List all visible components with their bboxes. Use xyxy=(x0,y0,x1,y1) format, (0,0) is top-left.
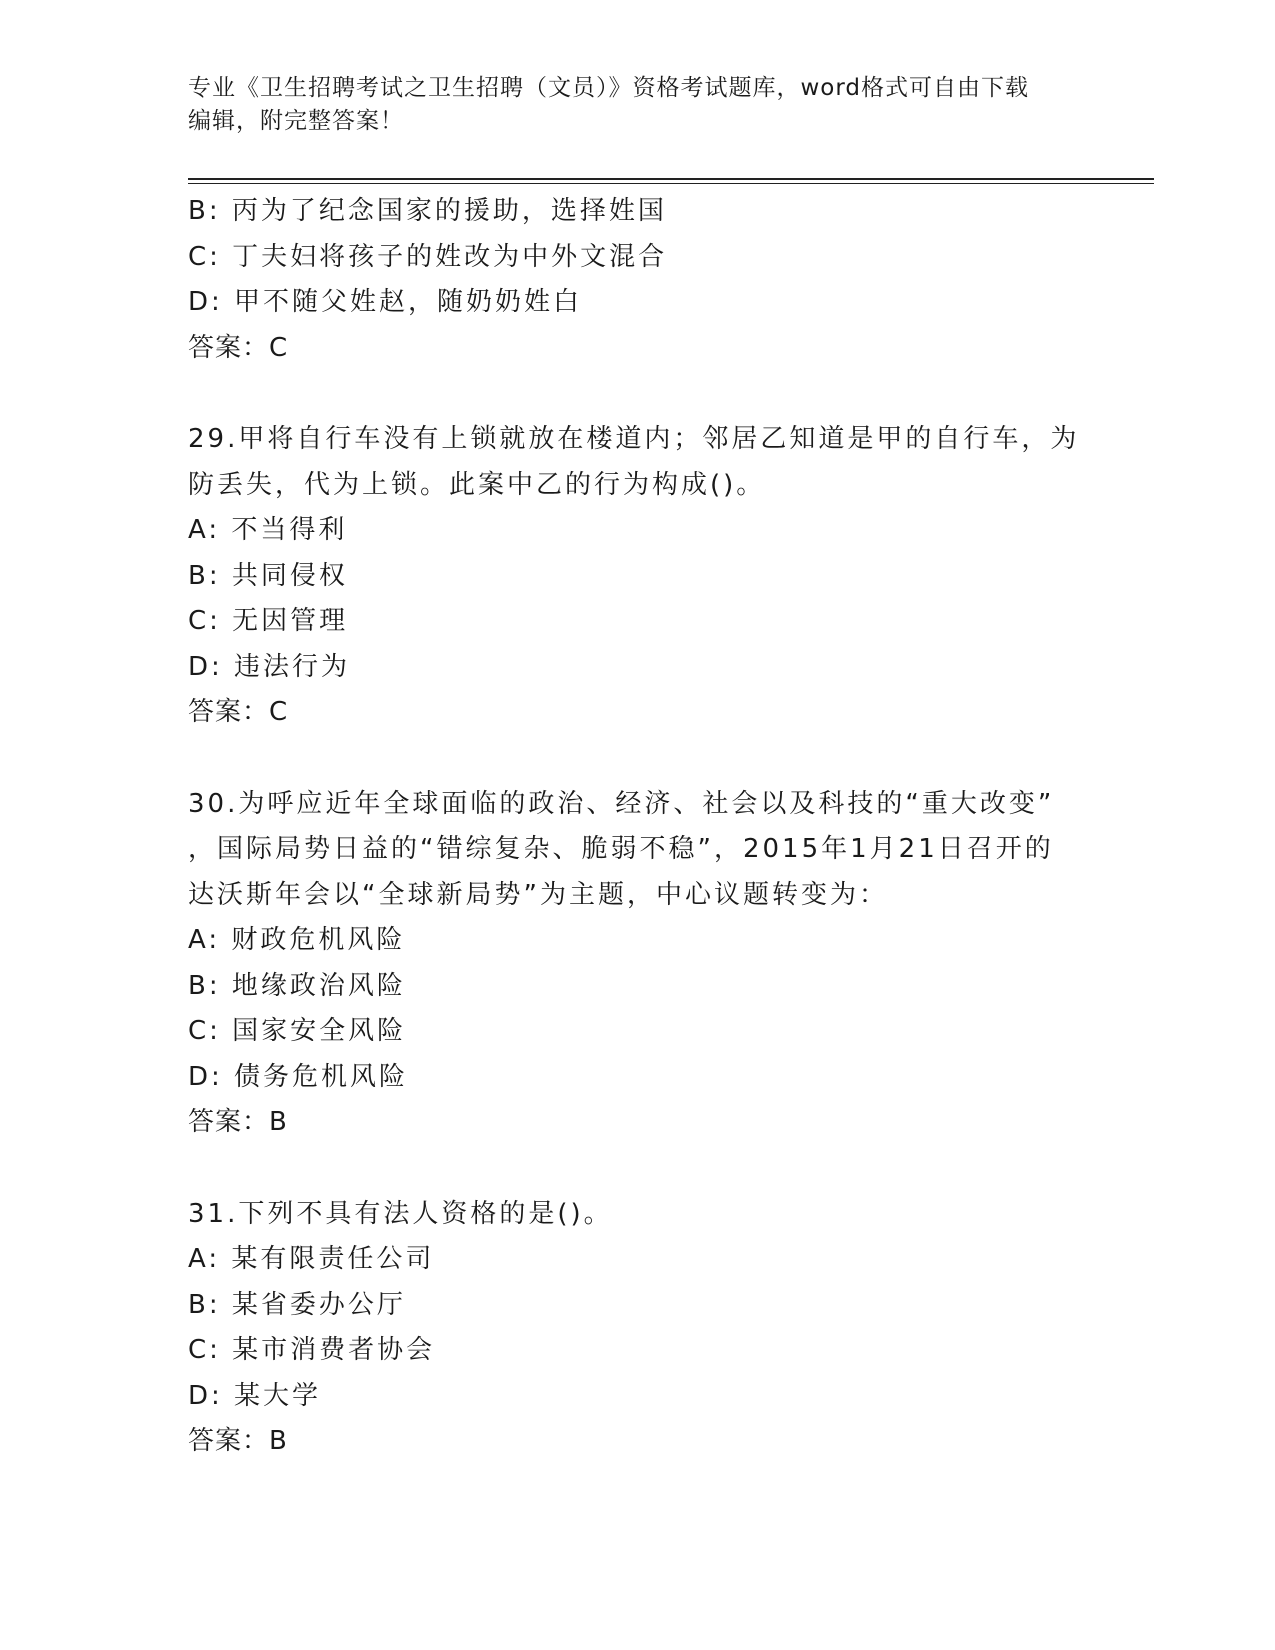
question-stem: 达沃斯年会以“全球新局势”为主题，中心议题转变为： xyxy=(188,879,888,910)
header-line-2: 编辑，附完整答案！ xyxy=(188,108,404,134)
option-b: B: 共同侵权 xyxy=(188,560,348,591)
question-list xyxy=(188,189,1088,1465)
option-d: D: 某大学 xyxy=(188,1380,322,1411)
option-a: A: 某有限责任公司 xyxy=(188,1244,435,1274)
spacer xyxy=(188,1146,1088,1192)
question-31 xyxy=(188,1192,1088,1465)
option-a: A: 财政危机风险 xyxy=(188,925,406,955)
question-30 xyxy=(188,782,1088,1146)
option-c: C: 丁夫妇将孩子的姓改为中外文混合 xyxy=(188,241,668,272)
option-c: C: 无因管理 xyxy=(188,606,349,636)
question-stem: 29.甲将自行车没有上锁就放在楼道内；邻居乙知道是甲的自行车，为 xyxy=(188,424,1080,454)
answer: 答案：C xyxy=(188,332,289,363)
option-b: B: 某省委办公厅 xyxy=(188,1289,406,1320)
option-b: B: 丙为了纪念国家的援助，选择姓国 xyxy=(188,196,667,226)
header-rule-thin xyxy=(188,183,1154,184)
question-stem: ，国际局势日益的“错综复杂、脆弱不稳”，2015年1月21日召开的 xyxy=(188,834,1054,864)
option-b: B: 地缘政治风险 xyxy=(188,970,406,1001)
option-c: C: 某市消费者协会 xyxy=(188,1335,436,1365)
header-line-1: 专业《卫生招聘考试之卫生招聘（文员）》资格考试题库，word格式可自由下载 xyxy=(188,75,1030,101)
option-c: C: 国家安全风险 xyxy=(188,1016,407,1046)
document-header xyxy=(188,72,1088,138)
answer: 答案：B xyxy=(188,1426,288,1456)
question-28-partial xyxy=(188,189,1088,371)
option-d: D: 违法行为 xyxy=(188,651,351,682)
spacer xyxy=(188,371,1088,417)
option-d: D: 甲不随父姓赵，随奶奶姓白 xyxy=(188,287,583,317)
spacer xyxy=(188,736,1088,782)
question-29 xyxy=(188,417,1088,736)
option-d: D: 债务危机风险 xyxy=(188,1061,409,1092)
answer: 答案：C xyxy=(188,697,289,727)
header-rule-thick xyxy=(188,178,1154,180)
question-stem: 31.下列不具有法人资格的是()。 xyxy=(188,1198,613,1229)
question-stem: 防丢失，代为上锁。此案中乙的行为构成()。 xyxy=(188,469,766,500)
option-a: A: 不当得利 xyxy=(188,515,348,545)
answer: 答案：B xyxy=(188,1107,288,1137)
question-stem: 30.为呼应近年全球面临的政治、经济、社会以及科技的“重大改变” xyxy=(188,788,1055,819)
